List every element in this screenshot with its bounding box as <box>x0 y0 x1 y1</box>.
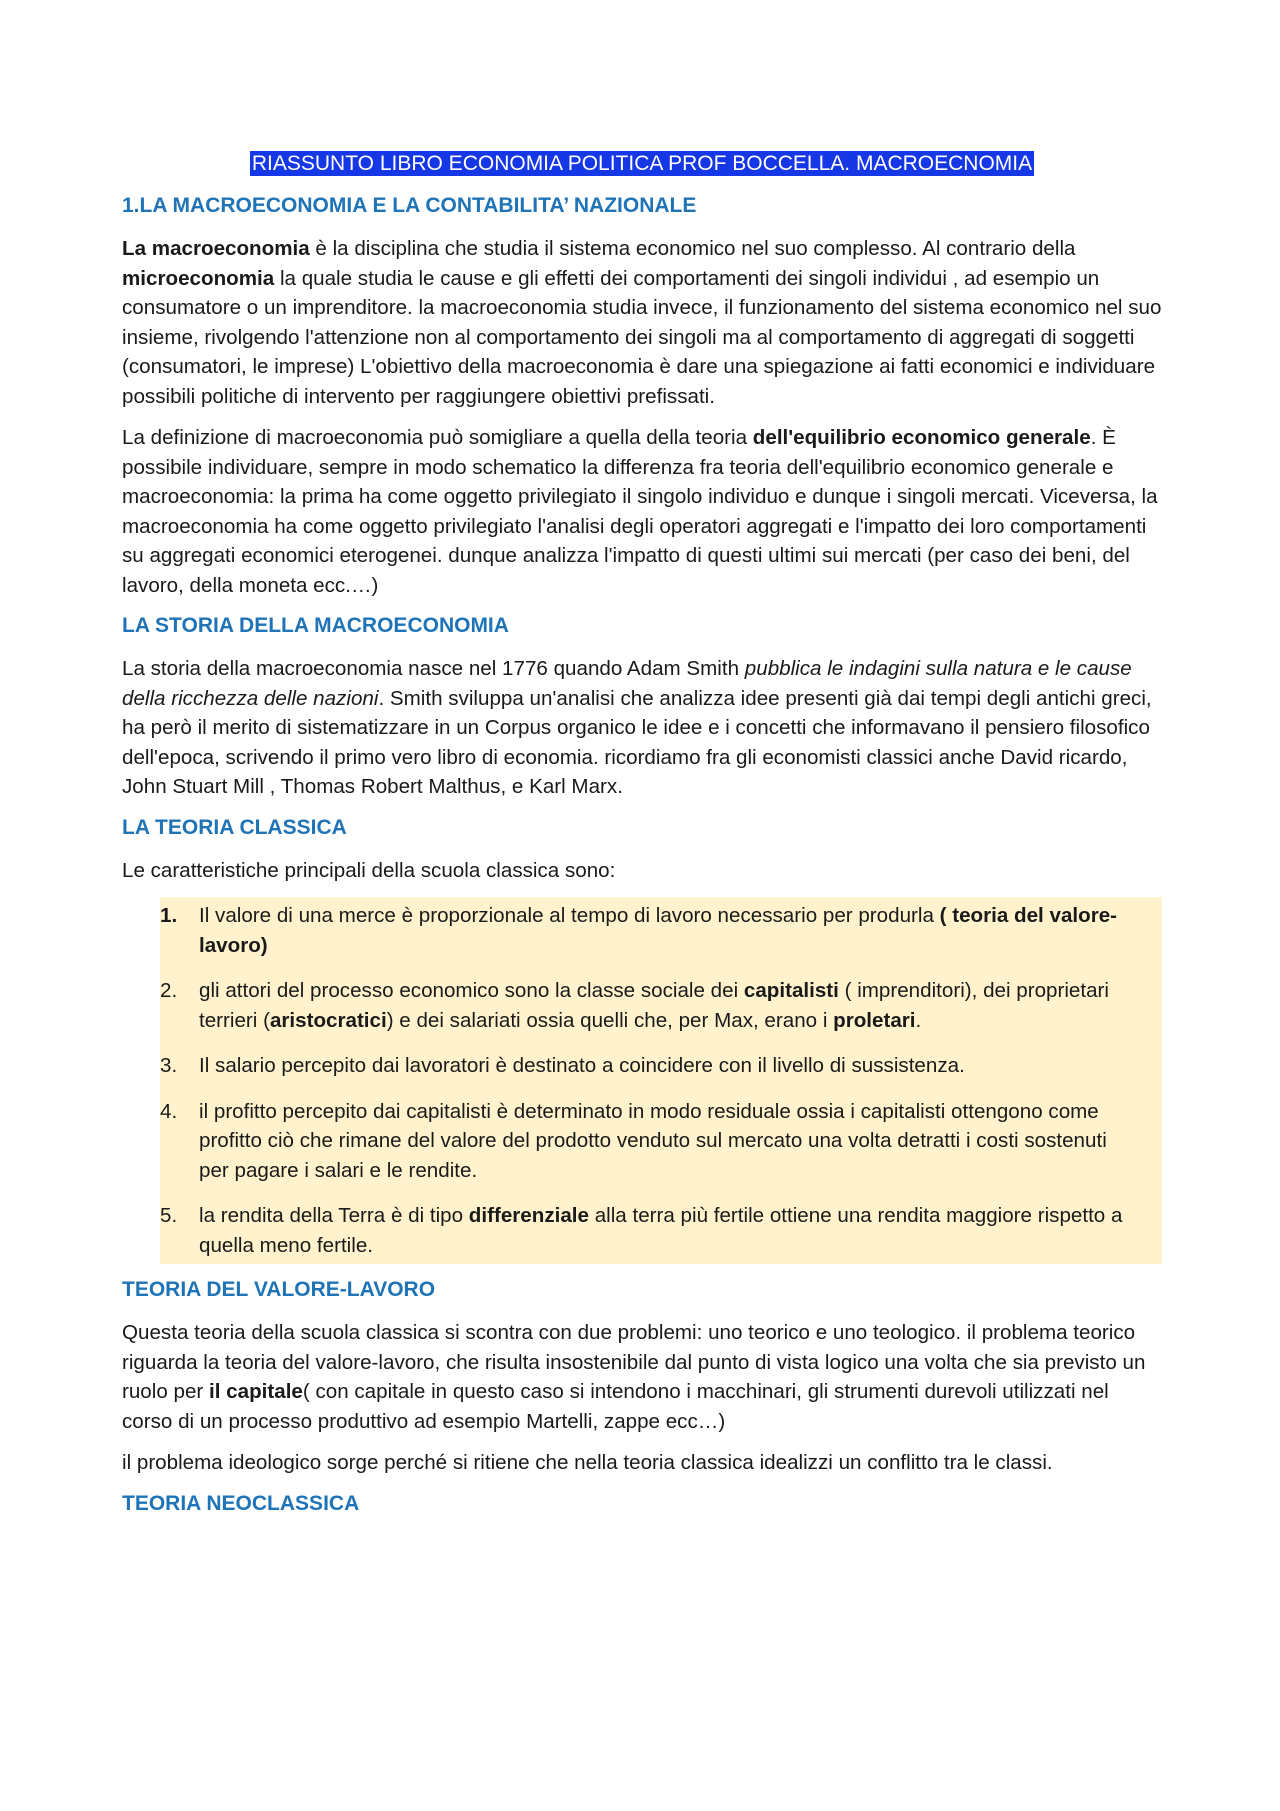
list-item-text: il profitto percepito dai capitalisti è determinato in modo residuale ossia i capitalisti ottengono come profitto ciò che rimane del valore del prodotto venduto sul mercato una volta detratti i costi sostenuti per pagare i salari e le rendite. <box>199 1099 1107 1182</box>
list-item <box>160 1051 1162 1081</box>
list-item <box>160 1201 1162 1260</box>
document-title <box>122 150 1162 178</box>
paragraph-caratteristiche-intro: Le caratteristiche principali della scuola classica sono: <box>122 858 616 882</box>
list-item-number: 1. <box>160 904 178 927</box>
list-item-text: la rendita della Terra è di tipo differenziale alla terra più fertile ottiene una rendita maggiore rispetto a quella meno fertile. <box>199 1204 1123 1257</box>
paragraph-storia: La storia della macroeconomia nasce nel 1776 quando Adam Smith pubblica le indagini sulla natura e le cause della ricchezza delle nazioni. Smith sviluppa un'analisi che analizza idee presenti già dai tempi degli antichi greci, ha però il merito di sistematizzare in un Corpus organico le idee e i concetti che informavano il pensiero filosofico dell'epoca, scrivendo il primo vero libro di economia. ricordiamo fra gli economisti classici anche David ricardo, John Stuart Mill , Thomas Robert Malthus, e Karl Marx. <box>122 657 1152 798</box>
list-item-number: 5. <box>160 1204 178 1227</box>
document-title-text: RIASSUNTO LIBRO ECONOMIA POLITICA PROF BOCCELLA. MACROECNOMIA <box>251 152 1033 175</box>
list-item <box>160 1097 1162 1186</box>
heading-macroeconomia-contabilita: 1.LA MACROECONOMIA E LA CONTABILITA’ NAZIONALE <box>122 194 697 217</box>
list-item-number: 4. <box>160 1099 178 1123</box>
document-page <box>122 150 1162 1532</box>
features-list <box>160 897 1162 1264</box>
heading-teoria-classica: LA TEORIA CLASSICA <box>122 815 347 839</box>
heading-storia-macroeconomia: LA STORIA DELLA MACROECONOMIA <box>122 614 509 637</box>
heading-teoria-valore-lavoro: TEORIA DEL VALORE-LAVORO <box>122 1278 436 1301</box>
list-item-text: gli attori del processo economico sono la classe sociale dei capitalisti ( imprenditori), dei proprietari terrieri (aristocratici) e dei salariati ossia quelli che, per Max, erano i proletari. <box>199 979 1109 1032</box>
paragraph-macroeconomia-definizione: La macroeconomia è la disciplina che studia il sistema economico nel suo complesso. Al contrario della microeconomia la quale studia le cause e gli effetti dei comportamenti dei singoli individui , ad esempio un consumatore o un imprenditore. la macroeconomia studia invece, il funzionamento del sistema economico nel suo insieme, rivolgendo l'attenzione non al comportamento dei singoli ma al comportamento di aggregati di soggetti (consumatori, le imprese) L'obiettivo della macroeconomia è dare una spiegazione ai fatti economici e individuare possibili politiche di intervento per raggiungere obiettivi prefissati. <box>122 237 1162 408</box>
list-item <box>160 901 1162 960</box>
list-item <box>160 976 1162 1035</box>
paragraph-problemi-teoria: Questa teoria della scuola classica si scontra con due problemi: uno teorico e uno teologico. il problema teorico riguarda la teoria del valore-lavoro, che risulta insostenibile dal punto di vista logico una volta che sia previsto un ruolo per il capitale( con capitale in questo caso si intendono i macchinari, gli strumenti durevoli utilizzati nel corso di un processo produttivo ad esempio Martelli, zappe ecc…) <box>122 1321 1146 1433</box>
list-item-text: Il valore di una merce è proporzionale al tempo di lavoro necessario per produrla ( teoria del valore-lavoro) <box>199 904 1118 957</box>
heading-teoria-neoclassica: TEORIA NEOCLASSICA <box>122 1491 360 1515</box>
list-item-number: 2. <box>160 979 178 1002</box>
paragraph-equilibrio-economico: La definizione di macroeconomia può somigliare a quella della teoria dell'equilibrio economico generale. È possibile individuare, sempre in modo schematico la differenza fra teoria dell'equilibrio economico generale e macroeconomia: la prima ha come oggetto privilegiato il singolo individuo e dunque i singoli mercati. Viceversa, la macroeconomia ha come oggetto privilegiato l'analisi degli operatori aggregati e l'impatto dei loro comportamenti su aggregati economici eterogenei. dunque analizza l'impatto di questi ultimi sui mercati (per caso dei beni, del lavoro, della moneta ecc.…) <box>122 426 1158 597</box>
list-item-text: Il salario percepito dai lavoratori è destinato a coincidere con il livello di sussistenza. <box>199 1054 965 1077</box>
list-item-number: 3. <box>160 1054 178 1077</box>
paragraph-problema-ideologico: il problema ideologico sorge perché si ritiene che nella teoria classica idealizzi un conflitto tra le classi. <box>122 1451 1053 1474</box>
